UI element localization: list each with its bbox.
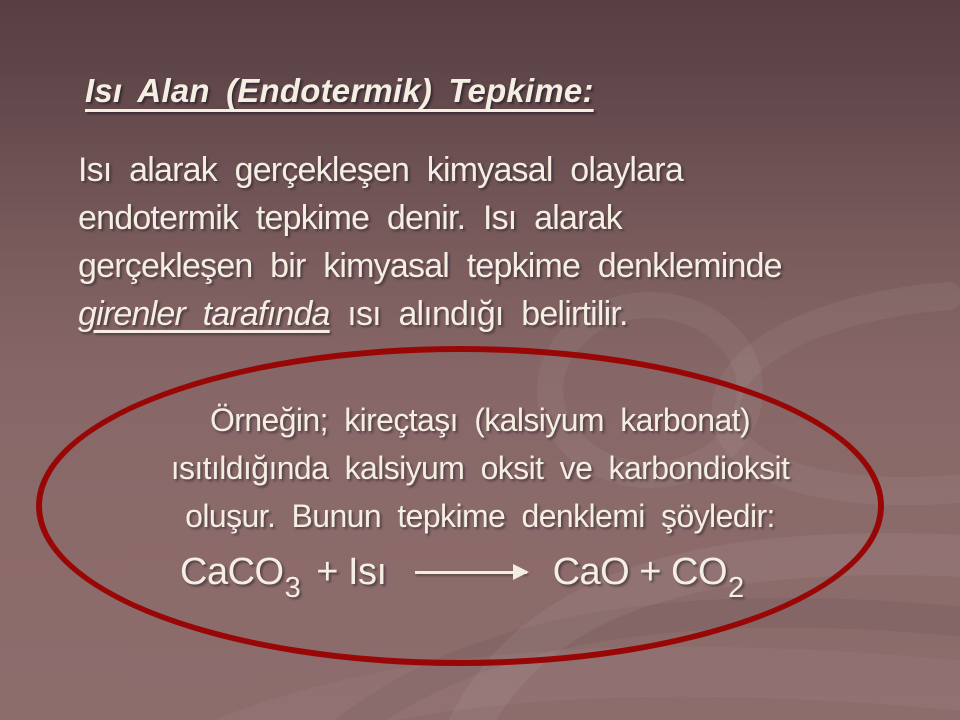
paragraph-line-1: Isı alarak gerçekleşen kimyasal olaylara [78, 151, 683, 189]
equation-reactant [180, 551, 301, 604]
reactant-formula: CaCO [180, 551, 284, 593]
paragraph-line-2: endotermik tepkime denir. Isı alarak [78, 199, 622, 237]
product-subscript: 2 [728, 572, 744, 604]
right-arrow-icon [415, 571, 527, 574]
product-formula: CaO + CO [552, 551, 728, 593]
equation-product [552, 551, 744, 604]
example-line-3: oluşur. Bunun tepkime denklemi şöyledir: [185, 498, 775, 534]
slide-title: Isı Alan (Endotermik) Tepkime: [85, 72, 594, 109]
example-line-2: ısıtıldığında kalsiyum oksit ve karbondioksit [170, 450, 790, 486]
body-paragraph [78, 146, 782, 338]
emphasized-phrase: girenler tarafında [78, 295, 330, 333]
paragraph-line-4 [78, 290, 782, 338]
example-line-1: Örneğin; kireçtaşı (kalsiyum karbonat) [209, 402, 751, 438]
example-text-block [60, 396, 900, 540]
paragraph-line-4-rest: ısı alındığı belirtilir. [329, 295, 628, 333]
paragraph-line-3: gerçekleşen bir kimyasal tepkime denkleminde [78, 247, 782, 285]
chemical-equation [180, 551, 744, 604]
equation-plus-heat: + Isı [316, 551, 387, 593]
reactant-subscript: 3 [284, 572, 301, 604]
